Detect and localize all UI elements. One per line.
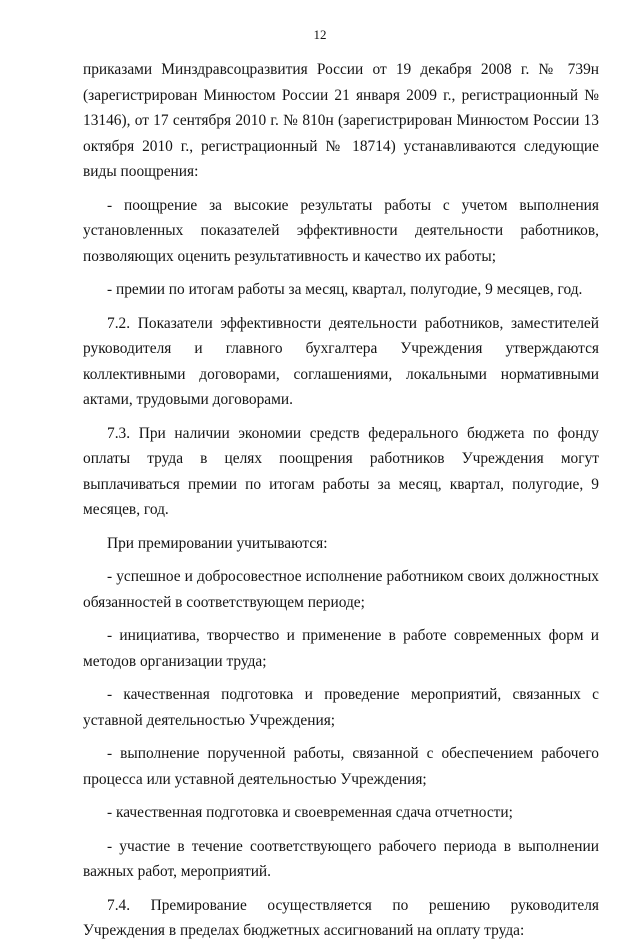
paragraph-7-2: 7.2. Показатели эффективности деятельности работников, заместителей руководителя и главного бухгалтера Учреждения утверждаются коллективными договорами, соглашениями, локальными нормативными актами, трудовыми договорами. [83, 314, 599, 408]
list-item-criteria: - качественная подготовка и своевременная сдача отчетности; [107, 804, 513, 821]
list-item-performance-bonus: - поощрение за высокие результаты работы с учетом выполнения установленных показателей эффективности деятельности работников, позволяющих оценить результативность и качество их работы; [83, 196, 599, 265]
paragraph-criteria-heading: При премировании учитываются: [107, 534, 328, 552]
list-item-criteria: - инициатива, творчество и применение в работе современных форм и методов организации труда; [83, 627, 599, 670]
paragraph-7-4: 7.4. Премирование осуществляется по решению руководителя Учреждения в пределах бюджетных ассигнований на оплату труда: [83, 896, 599, 939]
list-item-period-bonus: - премии по итогам работы за месяц, квартал, полугодие, 9 месяцев, год. [107, 281, 583, 298]
list-item-criteria: - качественная подготовка и проведение мероприятий, связанных с уставной деятельностью Учреждения; [83, 686, 599, 729]
page-number: 12 [313, 27, 327, 42]
list-item-criteria: - участие в течение соответствующего рабочего периода в выполнении важных работ, мероприятий. [83, 837, 599, 880]
paragraph-7-3: 7.3. При наличии экономии средств федерального бюджета по фонду оплаты труда в целях поощрения работников Учреждения могут выплачиваться премии по итогам работы за месяц, квартал, полугодие, 9 месяцев, год. [83, 424, 599, 518]
document-body [83, 57, 599, 952]
paragraph-intro: приказами Минздравсоцразвития России от 19 декабря 2008 г. № 739н (зарегистрирован Минюстом России 21 января 2009 г., регистрационный № 13146), от 17 сентября 2010 г. № 810н (зарегистрирован Минюстом России 13 октября 2010 г., регистрационный № 18714) устанавливаются следующие виды поощрения: [83, 61, 599, 180]
list-item-criteria: - выполнение порученной работы, связанной с обеспечением рабочего процесса или уставной деятельностью Учреждения; [83, 745, 599, 788]
list-item-criteria: - успешное и добросовестное исполнение работником своих должностных обязанностей в соответствующем периоде; [83, 568, 599, 611]
